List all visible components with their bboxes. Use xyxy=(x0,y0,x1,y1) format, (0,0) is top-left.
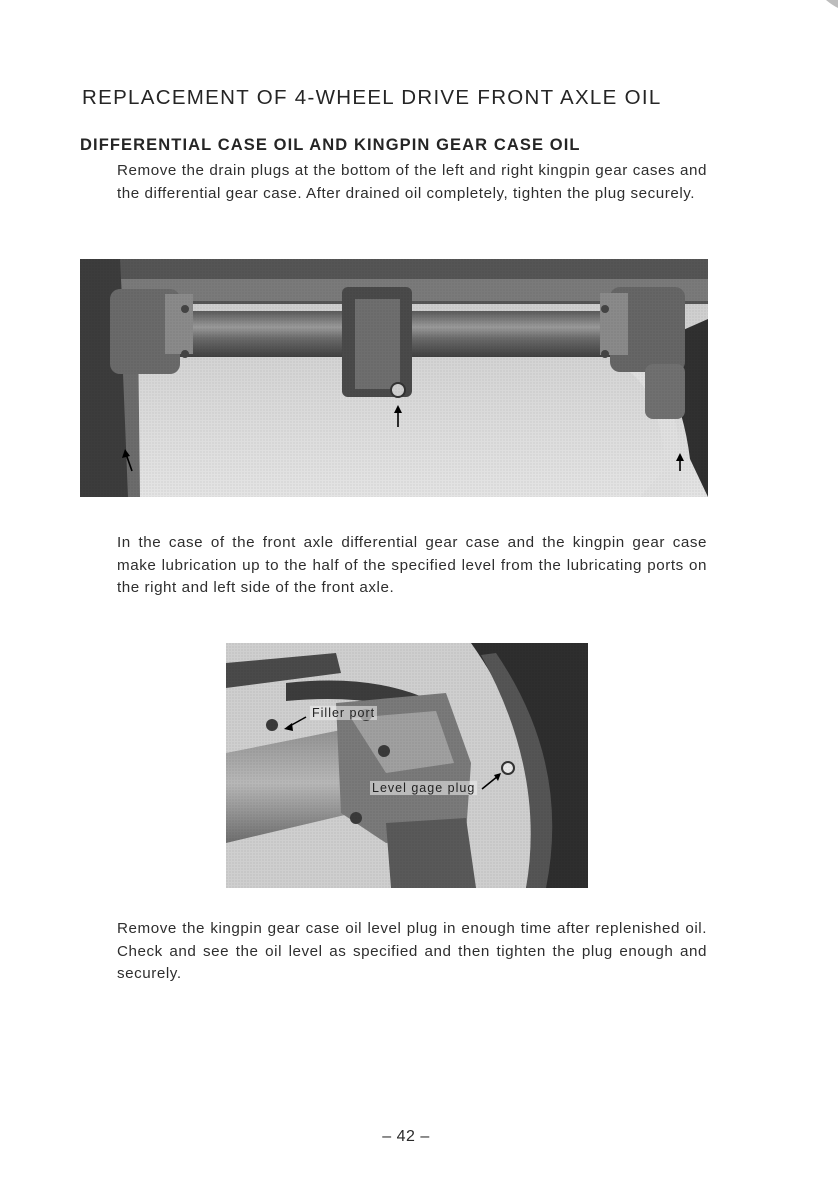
kingpin-case-photo xyxy=(226,643,588,888)
paragraph-level-plug: Remove the kingpin gear case oil level plug in enough time after replenished oil. Check and see the oil level as specified and then tighten the plug enough and securely. xyxy=(117,920,707,982)
front-axle-photo-drawing xyxy=(80,259,708,497)
level-gage-plug-label: Level gage plug xyxy=(372,781,476,795)
section-heading: DIFFERENTIAL CASE OIL AND KINGPIN GEAR CASE OIL xyxy=(80,136,581,154)
front-axle-photo xyxy=(80,259,708,497)
paragraph-drain-plugs: Remove the drain plugs at the bottom of the left and right kingpin gear cases and the differential gear case. After drained oil completely, tighten the plug securely. xyxy=(117,162,707,202)
scan-edge-mark xyxy=(824,0,838,10)
kingpin-case-photo-drawing xyxy=(226,643,588,888)
page-title: REPLACEMENT OF 4-WHEEL DRIVE FRONT AXLE OIL xyxy=(82,86,662,109)
page-number: – 42 – xyxy=(382,1128,430,1145)
filler-port-label: Filler port xyxy=(312,706,376,720)
paragraph-lubrication: In the case of the front axle differential gear case and the kingpin gear case make lubrication up to the half of the specified level from the lubricating ports on the right and left side of the front axle. xyxy=(117,534,707,596)
